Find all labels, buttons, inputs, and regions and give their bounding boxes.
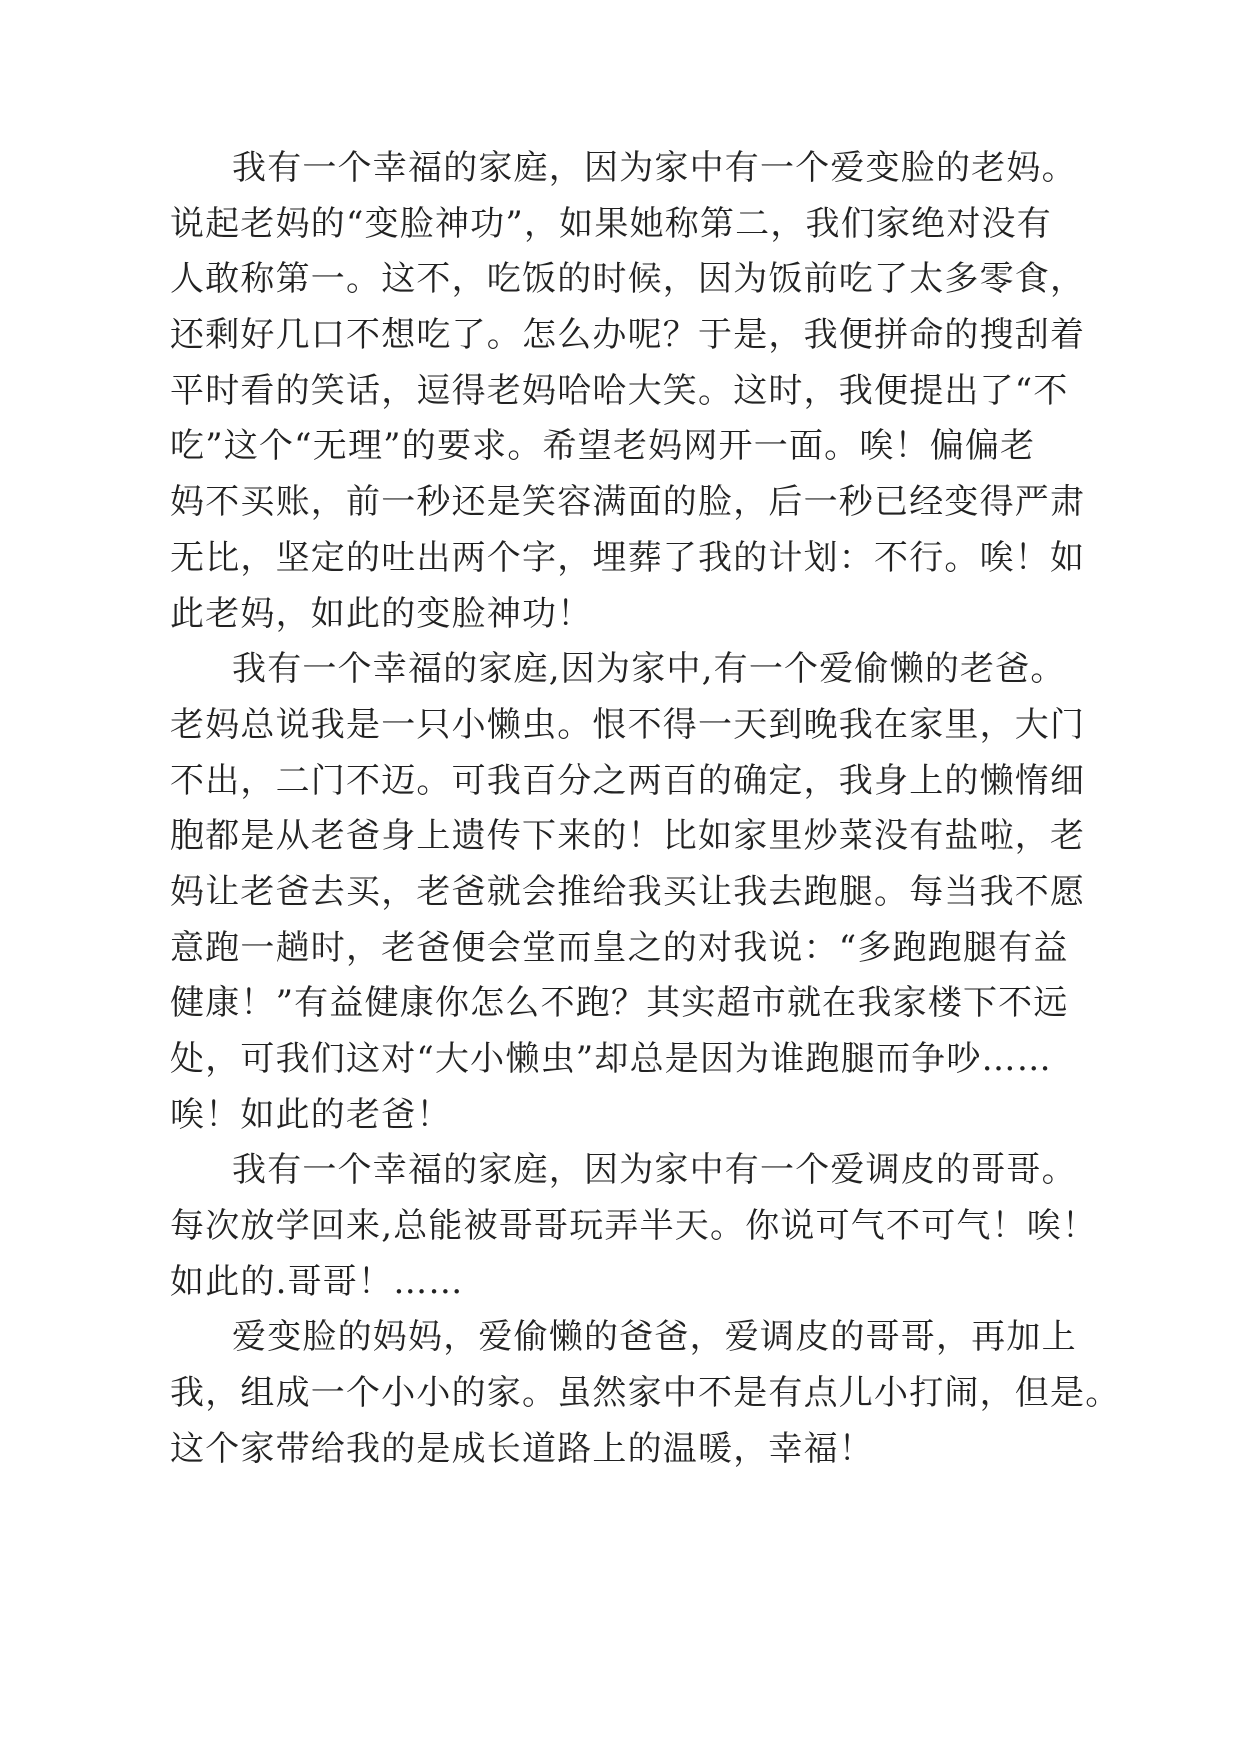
paragraph-line: 处，可我们这对“大小懒虫”却总是因为谁跑腿而争吵…… [170, 1039, 1052, 1079]
paragraph-line: 我有一个幸福的家庭,因为家中,有一个爱偷懒的老爸。 [232, 649, 1066, 690]
paragraph-line: 老妈总说我是一只小懒虫。恨不得一天到晚我在家里，大门 [170, 704, 1086, 745]
paragraph-2 [170, 642, 1086, 1143]
paragraph-line: 如此的.哥哥！…… [170, 1261, 464, 1302]
paragraph-line: 人敢称第一。这不，吃饭的时候，因为饭前吃了太多零食， [170, 259, 1086, 300]
paragraph-line: 每次放学回来,总能被哥哥玩弄半天。你说可气不可气！唉！ [170, 1206, 1098, 1247]
paragraph-line: 健康！”有益健康你怎么不跑？其实超市就在我家楼下不远 [170, 983, 1069, 1024]
paragraph-line: 意跑一趟时，老爸便会堂而皇之的对我说：“多跑跑腿有益 [170, 927, 1069, 968]
paragraph-3 [170, 1143, 1098, 1310]
paragraph-line: 此老妈，如此的变脸神功！ [170, 593, 593, 634]
essay-body [170, 141, 1121, 1478]
paragraph-line: 平时看的笑话，逗得老妈哈哈大笑。这时，我便提出了“不 [170, 370, 1069, 411]
paragraph-line: 无比，坚定的吐出两个字，埋葬了我的计划：不行。唉！如 [170, 537, 1086, 578]
paragraph-line: 我，组成一个小小的家。虽然家中不是有点儿小打闹，但是。 [170, 1373, 1121, 1414]
paragraph-line: 这个家带给我的是成长道路上的温暖，幸福！ [170, 1428, 874, 1469]
paragraph-line: 爱变脸的妈妈，爱偷懒的爸爸，爱调皮的哥哥，再加上 [232, 1317, 1077, 1358]
paragraph-line: 我有一个幸福的家庭，因为家中有一个爱变脸的老妈。 [232, 148, 1077, 188]
paragraph-line: 妈不买账，前一秒还是笑容满面的脸，后一秒已经变得严肃 [170, 482, 1086, 523]
paragraph-line: 唉！如此的老爸！ [170, 1094, 452, 1135]
paragraph-4 [170, 1310, 1121, 1477]
paragraph-line: 吃”这个“无理”的要求。希望老妈网开一面。唉！偏偏老 [170, 426, 1036, 467]
paragraph-line: 我有一个幸福的家庭，因为家中有一个爱调皮的哥哥。 [232, 1150, 1077, 1191]
paragraph-1 [170, 141, 1086, 642]
paragraph-line: 还剩好几口不想吃了。怎么办呢？于是，我便拼命的搜刮着 [170, 315, 1086, 356]
paragraph-line: 胞都是从老爸身上遗传下来的！比如家里炒菜没有盐啦，老 [170, 816, 1086, 857]
paragraph-line: 妈让老爸去买，老爸就会推给我买让我去跑腿。每当我不愿 [170, 871, 1086, 912]
paragraph-line: 不出，二门不迈。可我百分之两百的确定，我身上的懒惰细 [170, 760, 1086, 801]
paragraph-line: 说起老妈的“变脸神功”，如果她称第二，我们家绝对没有 [170, 203, 1052, 244]
